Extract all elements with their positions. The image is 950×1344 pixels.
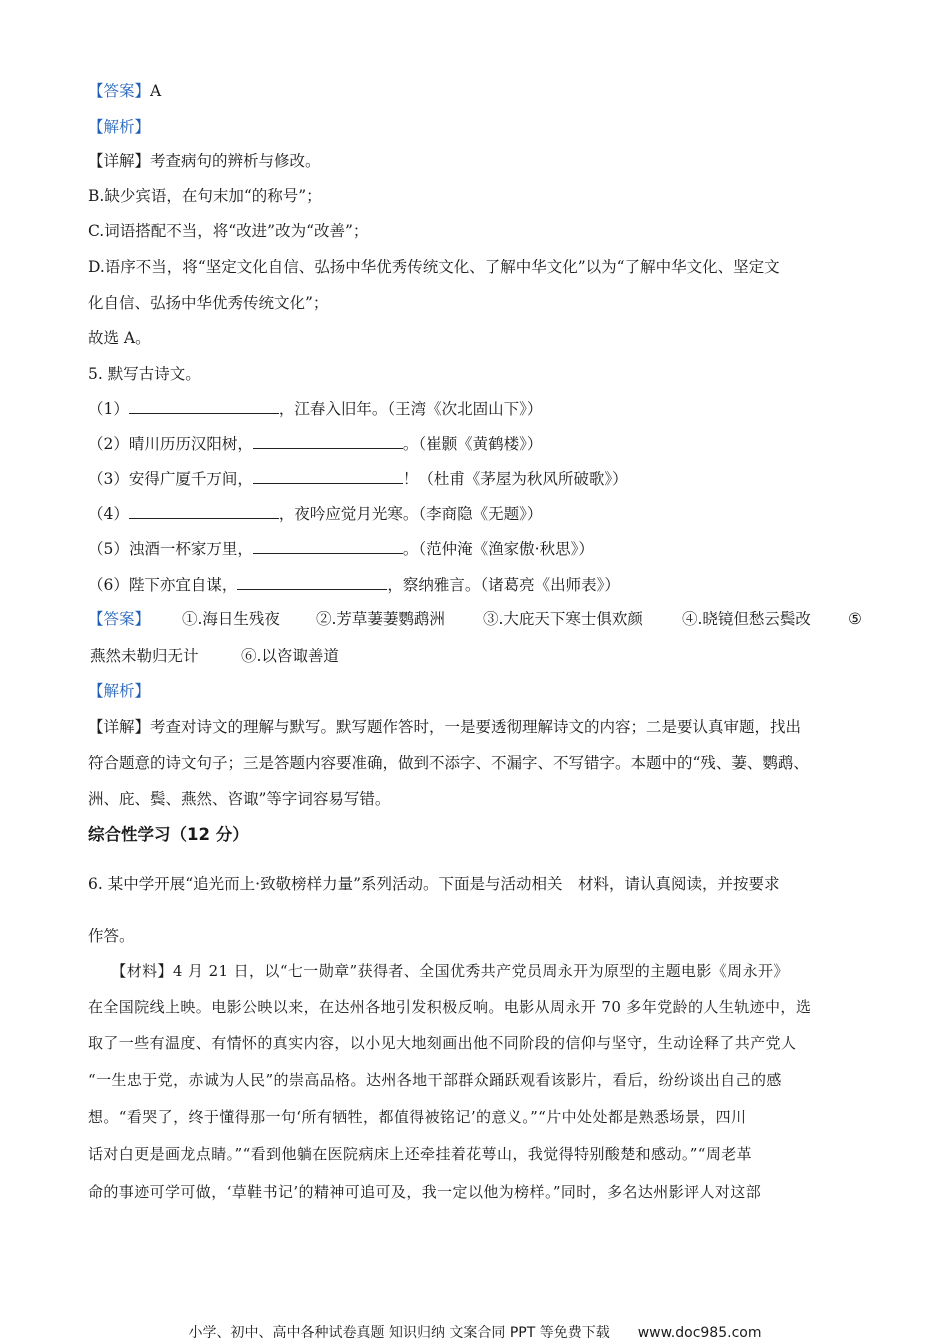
- answer-4: ④.晓镜但愁云鬓改: [682, 610, 811, 628]
- fill-blank[interactable]: [129, 502, 279, 519]
- analysis-tag: 【解析】: [88, 118, 151, 136]
- item-after: ！（杜甫《茅屋为秋风所破歌》）: [402, 470, 628, 488]
- material-line: 想。“看哭了，终于懂得那一句‘所有牺牲，都值得被铭记’的意义。”“片中处处都是熟悉场景，四川: [88, 1108, 747, 1126]
- item-after: ，江春入旧年。（王湾《次北固山下》）: [278, 400, 543, 418]
- item-number: （1）: [88, 400, 129, 418]
- material-line: 【材料】4 月 21 日，以“七一勋章”获得者、全国优秀共产党员周永开为原型的主题电影《周永开》: [88, 962, 789, 980]
- item-after: 。（崔颢《黄鹤楼》）: [402, 435, 543, 453]
- q5-detail-3: 洲、庇、鬓、燕然、咨诹”等字词容易写错。: [88, 790, 391, 808]
- q5-detail-1: 【详解】考查对诗文的理解与默写。默写题作答时，一是要透彻理解诗文的内容；二是要认真审题，找出: [88, 718, 802, 736]
- q5-item-2: [88, 432, 542, 455]
- analysis-tag: 【解析】: [88, 682, 151, 700]
- answer-5: 燕然未勒归无计: [90, 647, 199, 665]
- footer-text: 小学、初中、高中各种试卷真题 知识归纳 文案合同 PPT 等免费下载 www.doc985.com: [188, 1325, 762, 1341]
- item-number: （3）: [88, 470, 129, 488]
- q5-item-1: [88, 397, 542, 420]
- q5-item-5: [88, 537, 594, 560]
- material-line: 命的事迹可学可做，‘草鞋书记’的精神可追可及，我一定以他为榜样。”同时，多名达州影评人对这部: [88, 1183, 762, 1201]
- q4-answer-line: [88, 80, 161, 102]
- q5-detail-2: 符合题意的诗文句子；三是答题内容要准确，做到不添字、不漏字、不写错字。本题中的“残、萋、鹦鹉、: [88, 754, 809, 772]
- answer-tag: 【答案】: [88, 610, 151, 628]
- item-number: （5）: [88, 540, 129, 558]
- q6-line-2: 作答。: [88, 927, 135, 945]
- fill-blank[interactable]: [253, 467, 403, 484]
- q6-line-1: 6. 某中学开展“追光而上·致敬榜样力量”系列活动。下面是与活动相关 材料，请认真阅读，并按要求: [88, 875, 780, 893]
- item-before: 晴川历历汉阳树，: [128, 435, 253, 453]
- q4-detail: 【详解】考查病句的辨析与修改。: [88, 152, 321, 170]
- material-line: 话对白更是画龙点睛。”“看到他躺在医院病床上还牵挂着花萼山，我觉得特别酸楚和感动。”“周老革: [88, 1145, 753, 1163]
- answer-2: ②.芳草萋萋鹦鹉洲: [316, 610, 445, 628]
- answer-3: ③.大庇天下寒士俱欢颜: [483, 610, 643, 628]
- q4-option-d-1: D.语序不当，将“坚定文化自信、弘扬中华优秀传统文化、了解中华文化”以为“了解中华文化、坚定文: [88, 258, 780, 276]
- answer-1: ①.海日生残夜: [182, 610, 280, 628]
- fill-blank[interactable]: [253, 432, 403, 449]
- q4-option-d-2: 化自信、弘扬中华优秀传统文化”；: [88, 294, 329, 312]
- item-number: （4）: [88, 505, 129, 523]
- material-line: 在全国院线上映。电影公映以来，在达州各地引发积极反响。电影从周永开 70 多年党龄的人生轨迹中，选: [88, 998, 812, 1016]
- item-before: 浊酒一杯家万里，: [128, 540, 253, 558]
- section-heading: 综合性学习（12 分）: [88, 825, 249, 844]
- answer-5-num: ⑤: [848, 610, 862, 628]
- fill-blank[interactable]: [253, 537, 403, 554]
- q5-item-3: [88, 467, 628, 490]
- q4-conclusion: 故选 A。: [88, 329, 151, 347]
- q5-title: 5. 默写古诗文。: [88, 365, 201, 383]
- item-before: 安得广厦千万间，: [128, 470, 253, 488]
- q4-option-b: B.缺少宾语，在句末加“的称号”；: [88, 187, 322, 205]
- answer-tag: 【答案】: [88, 82, 151, 100]
- item-number: （6）: [88, 576, 129, 594]
- fill-blank[interactable]: [129, 397, 279, 414]
- material-line: “一生忠于党，赤诚为人民”的崇高品格。达州各地干部群众踊跃观看该影片，看后，纷纷谈出自己的感: [88, 1071, 782, 1089]
- item-before: 陛下亦宜自谋，: [128, 576, 238, 594]
- q4-option-c: C.词语搭配不当，将“改进”改为“改善”；: [88, 222, 369, 240]
- q5-item-4: [88, 502, 542, 525]
- item-after: ，夜吟应觉月光寒。（李商隐《无题》）: [278, 505, 543, 523]
- item-after: 。（范仲淹《渔家傲·秋思》）: [402, 540, 594, 558]
- answer-value: A: [150, 82, 162, 100]
- item-after: ，察纳雅言。（诸葛亮《出师表》）: [387, 576, 620, 594]
- fill-blank[interactable]: [237, 573, 387, 590]
- q5-item-6: [88, 573, 620, 596]
- answer-6: ⑥.以咨诹善道: [241, 647, 339, 665]
- material-line: 取了一些有温度、有情怀的真实内容，以小见大地刻画出他不同阶段的信仰与坚守，生动诠释了共产党人: [88, 1034, 797, 1052]
- item-number: （2）: [88, 435, 129, 453]
